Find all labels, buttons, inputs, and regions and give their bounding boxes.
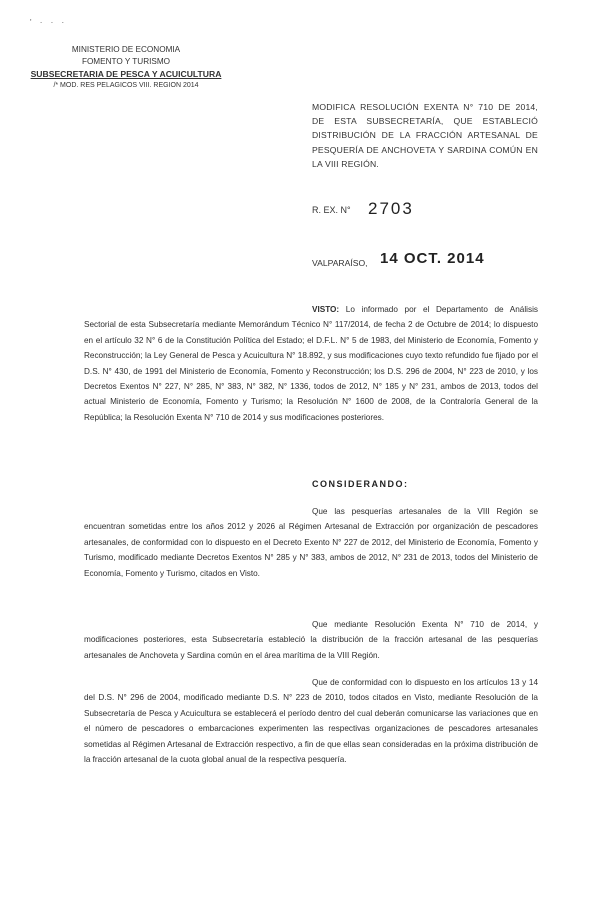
ministry-subtitle: FOMENTO Y TURISMO xyxy=(81,57,171,66)
corner-mark: ' · · · xyxy=(30,18,68,27)
visto-paragraph xyxy=(84,302,538,425)
considerando-paragraph-1: Que las pesquerías artesanales de la VIII Región se encuentran sometidas entre los años 2012 y 2026 al Régimen Artesanal de Extracción por organización de pescadores artesanales, de conformidad con lo dispuesto en el Decreto Exento N° 227 de 2012, del Ministerio de Economía, Fomento y Turismo, modificado mediante Decretos Exentos N° 285 y N° 383, ambos de 2012, N° 231 de 2013, todos del Ministerio de Economía, Fomento y Turismo, citados en Visto. xyxy=(84,507,538,578)
considerando-heading: CONSIDERANDO: xyxy=(312,479,409,489)
resolution-number: 2703 xyxy=(368,199,414,218)
resolution-number-label: R. EX. N° xyxy=(312,205,351,215)
considerando-paragraph-2: Que mediante Resolución Exenta N° 710 de 2014, y modificaciones posteriores, esta Subsecretaría estableció la distribución de la fracción artesanal de las pesquerías artesanales de Anchoveta y Sardina común en el área marítima de la VIII Región. xyxy=(84,620,538,660)
visto-text: Lo informado por el Departamento de Análisis Sectorial de esta Subsecretaría mediante Memorándum Técnico N° 117/2014, de fecha 2 de Octubre de 2014; lo dispuesto en el artículo 32 N° 6 de la Constitución Política del Estado; el D.F.L. N° 5 de 1983, del Ministerio de Economía, Fomento y Reconstrucción; la Ley General de Pesca y Acuicultura N° 18.892, y sus modificaciones cuyo texto refundido fue fijado por el D.S. N° 430, de 1991 del Ministerio de Economía, Fomento y Reconstrucción; los D.S. 296 de 2004, N° 223 de 2010, y los Decretos Exentos N° 227, N° 285, N° 383, N° 382, N° 1336, todos de 2012, N° 185 y N° 231, ambos de 2013, todos del actual Ministerio de Economía, Fomento y Turismo; la Resolución N° 1600 de 2008, de la Contraloría General de la República; la Resolución Exenta N° 710 de 2014 y sus modificaciones posteriores. xyxy=(84,305,538,422)
resolution-date: 14 OCT. 2014 xyxy=(380,250,485,267)
place-label: VALPARAÍSO, xyxy=(312,258,368,268)
visto-heading: VISTO: xyxy=(312,305,340,314)
ministry-name: MINISTERIO DE ECONOMIA xyxy=(71,45,181,54)
subsecretary-name: SUBSECRETARIA DE PESCA Y ACUICULTURA xyxy=(30,69,222,79)
letterhead xyxy=(26,44,226,92)
document-reference: /* MOD. RES PELAGICOS VIII. REGION 2014 xyxy=(53,82,199,89)
considerando-paragraph-3: Que de conformidad con lo dispuesto en los artículos 13 y 14 del D.S. N° 296 de 2004, modificado mediante D.S. N° 223 de 2010, todos citados en Visto, mediante Resolución de la Subsecretaría de Pesca y Acuicultura se establecerá el período dentro del cual deberán comunicarse las variaciones que en el número de pescadores o embarcaciones experimenten las respectivas organizaciones de pescadores artesanales sometidas al Régimen Artesanal de Extracción respectivo, a fin de que ellas sean consideradas en la próxima distribución de la fracción artesanal de la cuota global anual de la respectiva pesquería. xyxy=(84,678,538,765)
resolution-subject: MODIFICA RESOLUCIÓN EXENTA N° 710 DE 2014, DE ESTA SUBSECRETARÍA, QUE ESTABLECIÓ DISTRIBUCIÓN DE LA FRACCIÓN ARTESANAL DE PESQUERÍA DE ANCHOVETA Y SARDINA COMÚN EN LA VIII REGIÓN. xyxy=(312,102,538,169)
